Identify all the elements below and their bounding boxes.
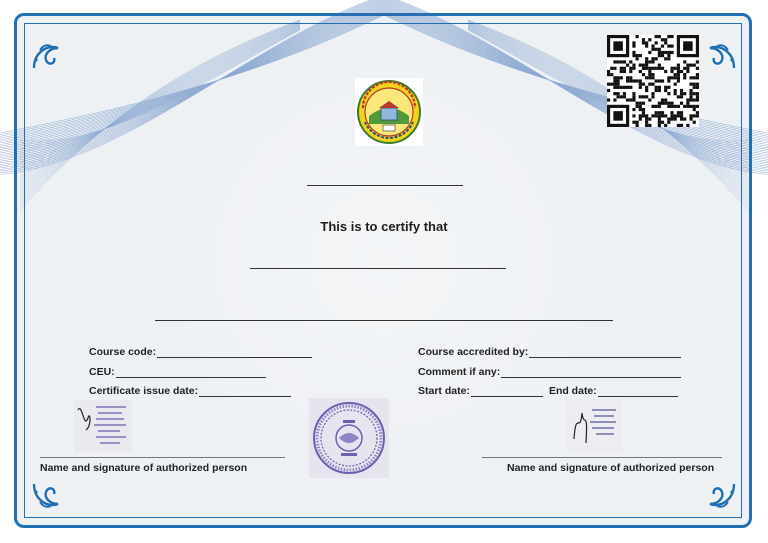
ceu-blank <box>116 368 266 378</box>
left-signature-line <box>40 457 285 458</box>
signature-stamp-icon <box>566 399 622 453</box>
swirl-ornament-icon <box>30 478 64 512</box>
certify-heading: This is to certify that <box>320 219 448 234</box>
start-date-blank <box>471 387 543 397</box>
signature-stamp-icon <box>74 400 132 452</box>
comment-label: Comment if any: <box>418 366 501 378</box>
comment-blank <box>501 368 681 378</box>
ceu-label: CEU: <box>89 366 115 378</box>
right-signature-line <box>482 457 722 458</box>
recipient-name-line <box>250 268 506 269</box>
accredited-by-field <box>418 346 681 358</box>
dates-field <box>418 385 678 397</box>
accredited-by-label: Course accredited by: <box>418 346 529 358</box>
left-signature-label: Name and signature of authorized person <box>40 462 248 474</box>
title-underline <box>307 185 463 186</box>
course-code-blank <box>157 348 312 358</box>
university-logo-icon <box>355 78 423 146</box>
course-code-label: Course code: <box>89 346 157 358</box>
start-date-label: Start date: <box>418 385 470 397</box>
issue-date-field <box>89 385 291 397</box>
swirl-ornament-icon <box>30 40 64 74</box>
issue-date-label: Certificate issue date: <box>89 385 199 397</box>
issue-date-blank <box>199 387 291 397</box>
end-date-label: End date: <box>548 385 597 397</box>
accredited-by-blank <box>529 348 681 358</box>
ceu-field <box>89 366 266 378</box>
course-title-line <box>155 320 613 321</box>
course-code-field <box>89 346 312 358</box>
swirl-ornament-icon <box>704 478 738 512</box>
right-signature-label: Name and signature of authorized person <box>507 462 715 474</box>
qr-code-icon <box>607 35 699 127</box>
official-seal-icon <box>309 398 389 478</box>
comment-field <box>418 366 681 378</box>
swirl-ornament-icon <box>704 40 738 74</box>
end-date-blank <box>598 387 678 397</box>
